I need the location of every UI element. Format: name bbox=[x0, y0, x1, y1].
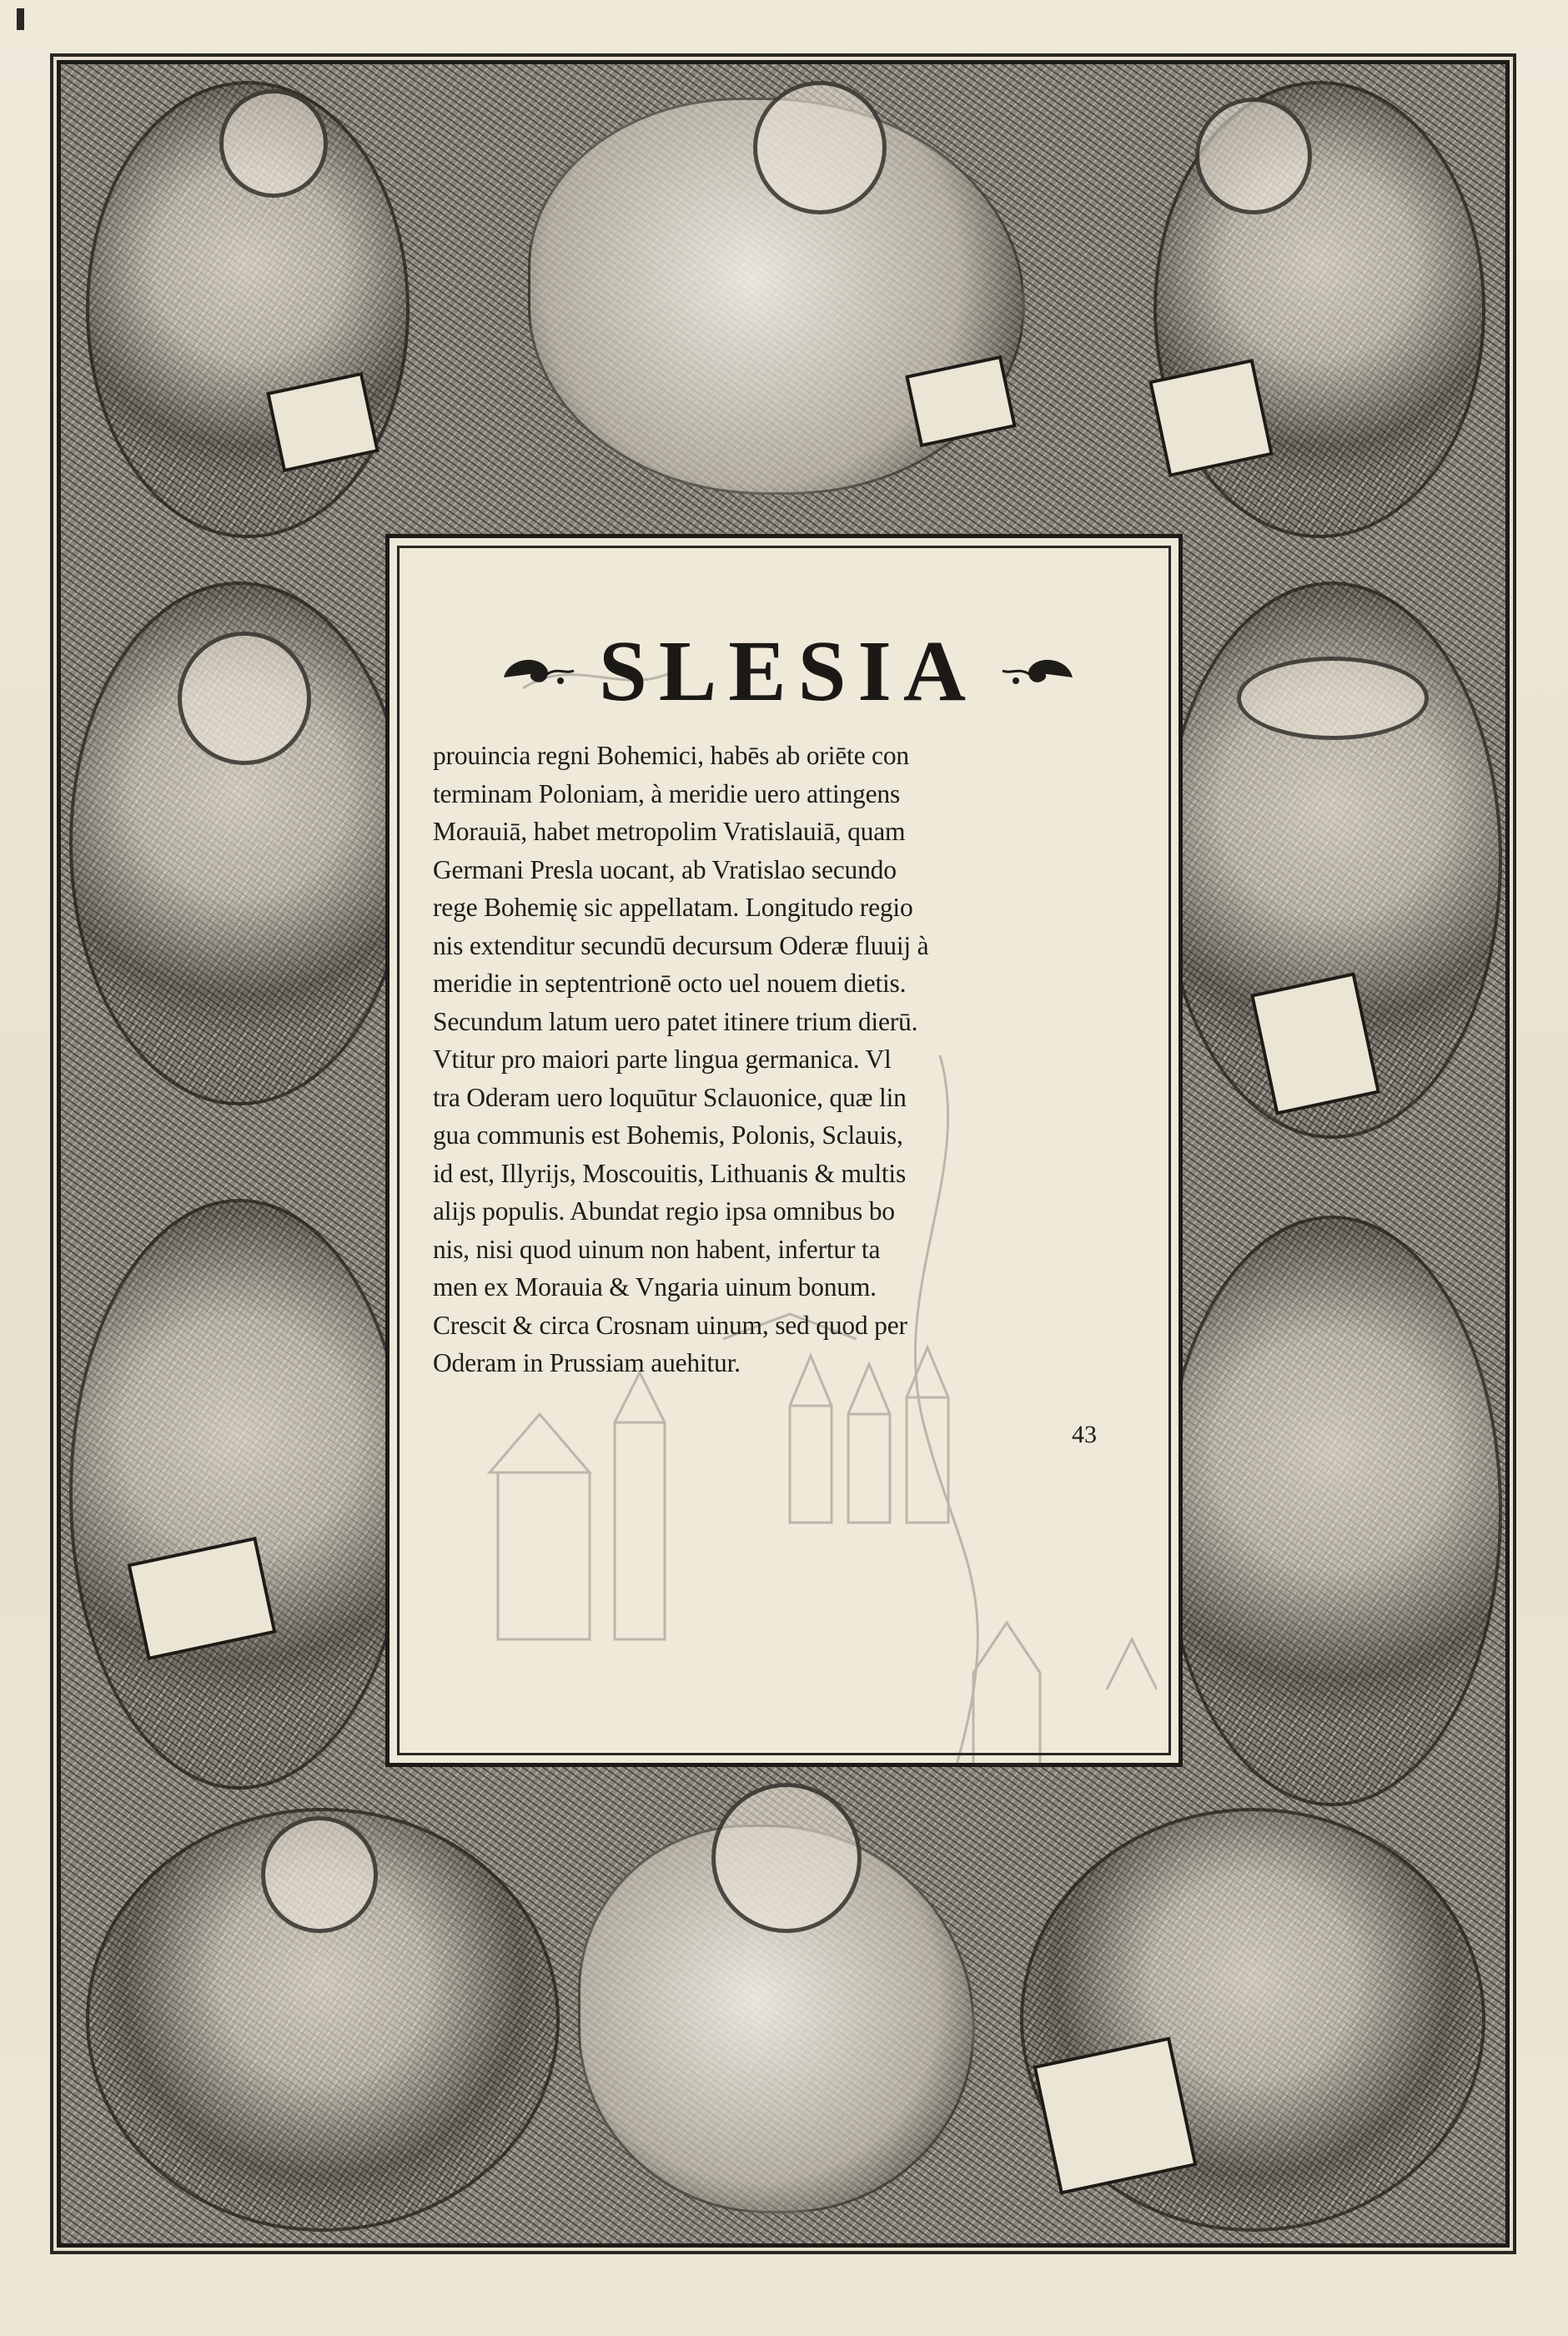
lion-halo-icon bbox=[1195, 98, 1312, 214]
text-line: terminam Poloniam, à meridie uero attingens bbox=[433, 778, 900, 808]
text-line: gua communis est Bohemis, Polonis, Sclauis, bbox=[433, 1120, 903, 1150]
text-line: Secundum latum uero patet itinere trium dierū. bbox=[433, 1006, 918, 1036]
page-title: SLESIA bbox=[599, 623, 977, 719]
page-edge-mark bbox=[17, 8, 24, 30]
text-line: Vtitur pro maiori parte lingua germanica. Vl bbox=[433, 1045, 892, 1074]
pope-halo-icon bbox=[178, 632, 311, 765]
text-line: rege Bohemię sic appellatam. Longitudo regio bbox=[433, 893, 913, 922]
text-line: id est, Illyrijs, Moscouitis, Lithuanis & multis bbox=[433, 1158, 907, 1188]
text-line: Germani Presla uocant, ab Vratislao secundo bbox=[433, 854, 897, 884]
text-line: Crescit & circa Crosnam uinum, sed quod per bbox=[433, 1310, 907, 1340]
page-number: 43 bbox=[1072, 1421, 1097, 1448]
saint-paul-halo-icon bbox=[711, 1783, 862, 1933]
text-panel bbox=[385, 534, 1183, 1767]
leaf-fleuron-icon bbox=[999, 652, 1076, 691]
text-line: nis extenditur secundū decursum Oderæ fluuij à bbox=[433, 930, 929, 960]
saint-peter-halo-icon bbox=[753, 81, 887, 214]
text-line: meridie in septentrionē octo uel nouem dietis. bbox=[433, 969, 907, 998]
text-line: nis, nisi quod uinum non habent, infertur ta bbox=[433, 1234, 881, 1264]
heading-row bbox=[389, 622, 1187, 722]
text-line: Morauiā, habet metropolim Vratislauiā, quam bbox=[433, 817, 906, 846]
bishop-figure-panel-right bbox=[1162, 1216, 1502, 1806]
text-line: prouincia regni Bohemici, habēs ab oriēte con bbox=[433, 741, 909, 770]
body-paragraph bbox=[433, 737, 1157, 1382]
bishop-figure-panel bbox=[69, 1199, 410, 1790]
cardinal-hat-icon bbox=[1237, 657, 1429, 740]
text-line: men ex Morauia & Vngaria uinum bonum. bbox=[433, 1272, 877, 1301]
leaf-fleuron-icon bbox=[500, 652, 577, 691]
text-line: alijs populis. Abundat regio ipsa omnibus bo bbox=[433, 1196, 895, 1226]
eagle-halo-icon bbox=[261, 1816, 378, 1933]
text-line: tra Oderam uero loquūtur Sclauonice, quæ lin bbox=[433, 1082, 907, 1112]
angel-halo-icon bbox=[219, 89, 328, 198]
text-line: Oderam in Prussiam auehitur. bbox=[433, 1348, 741, 1377]
